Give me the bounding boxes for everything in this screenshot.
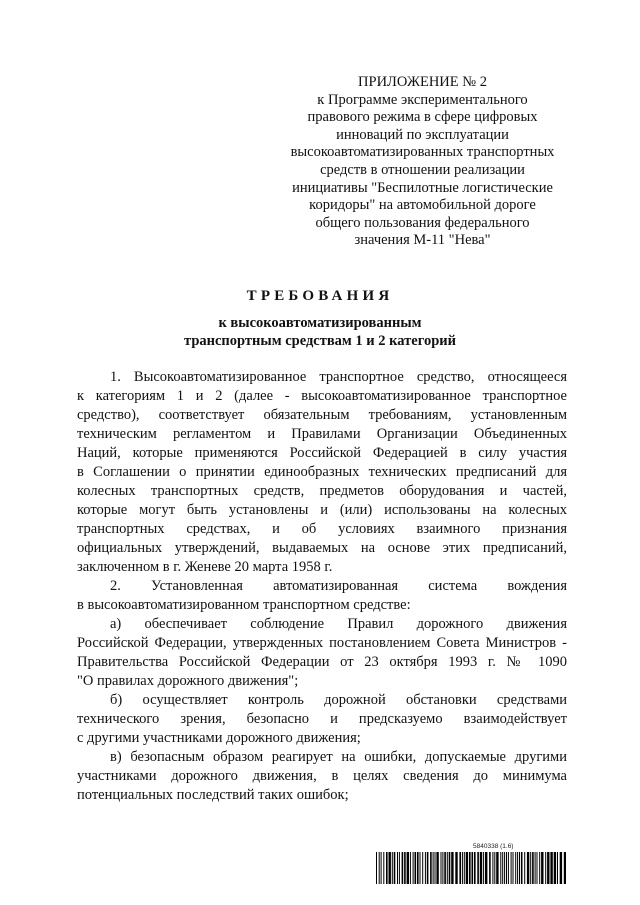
paragraph-line: с другими участниками дорожного движения; <box>77 730 361 746</box>
appendix-line: высокоавтоматизированных транспортных <box>290 144 555 161</box>
paragraph-line: транспортных средствах, и об условиях взаимного признания <box>77 521 567 537</box>
appendix-line: инициативы "Беспилотные логистические <box>292 179 553 196</box>
paragraph-line: участниками дорожного движения, в целях сведения до минимума <box>77 768 567 784</box>
paragraph-line: б) осуществляет контроль дорожной обстановки средствами <box>110 692 567 708</box>
paragraph-line: потенциальных последствий таких ошибок; <box>77 787 349 803</box>
appendix-line: общего пользования федерального <box>315 214 530 231</box>
paragraph-line: технического зрения, безопасно и предсказуемо взаимодействует <box>77 711 567 727</box>
paragraph-line: заключенном в г. Женеве 20 марта 1958 г. <box>77 559 333 575</box>
paragraph-line: в высокоавтоматизированном транспортном средстве: <box>77 597 411 613</box>
appendix-line: коридоры" на автомобильной дороге <box>309 197 536 214</box>
paragraph-line: колесных транспортных средств, предметов оборудования и частей, <box>77 483 567 499</box>
paragraph-line: а) обеспечивает соблюдение Правил дорожного движения <box>110 616 567 632</box>
appendix-line: инноваций по эксплуатации <box>336 126 509 143</box>
document-body <box>77 368 567 805</box>
appendix-line: значения М-11 "Нева" <box>354 232 491 249</box>
paragraph <box>77 748 567 805</box>
subtitle-line: транспортным средствам 1 и 2 категорий <box>184 333 456 349</box>
paragraph-line: к категориям 1 и 2 (далее - высокоавтоматизированное транспортное <box>77 388 567 404</box>
paragraph <box>77 691 567 748</box>
document-subtitle <box>0 314 640 350</box>
document-title: ТРЕБОВАНИЯ <box>246 288 394 304</box>
paragraph-line: в Соглашении о принятии единообразных технических предписаний для <box>77 464 567 480</box>
paragraph-line: Российской Федерации, утвержденных постановлением Совета Министров - <box>77 635 567 651</box>
barcode-number: 5840338 (1.6) <box>473 843 514 850</box>
paragraph-line: 2. Установленная автоматизированная система вождения <box>110 578 567 594</box>
paragraph-line: официальных утверждений, выдаваемых на основе этих предписаний, <box>77 540 567 556</box>
barcode-image <box>376 852 566 884</box>
appendix-line: средств в отношении реализации <box>320 161 525 178</box>
subtitle-line: к высокоавтоматизированным <box>218 315 422 331</box>
paragraph-line: которые могут быть установлены и (или) использованы на колесных <box>77 502 567 518</box>
paragraph-line: "О правилах дорожного движения"; <box>77 673 299 689</box>
paragraph-line: техническим регламентом и Правилами Организации Объединенных <box>77 426 567 442</box>
paragraph-line: средство), соответствует обязательным требованиям, установленным <box>77 407 567 423</box>
paragraph-line: 1. Высокоавтоматизированное транспортное средство, относящееся <box>110 369 567 385</box>
paragraph <box>77 577 567 615</box>
appendix-line: ПРИЛОЖЕНИЕ № 2 <box>358 74 487 90</box>
paragraph-line: Наций, которые применяются Российской Федерацией в силу участия <box>77 445 567 461</box>
paragraph-line: в) безопасным образом реагирует на ошибки, допускаемые другими <box>110 749 567 765</box>
appendix-header <box>280 74 565 250</box>
paragraph-line: Правительства Российской Федерации от 23 октября 1993 г. № 1090 <box>77 654 567 670</box>
paragraph <box>77 615 567 691</box>
paragraph <box>77 368 567 577</box>
appendix-line: правового режима в сфере цифровых <box>307 109 538 126</box>
appendix-line: к Программе экспериментального <box>317 91 528 108</box>
